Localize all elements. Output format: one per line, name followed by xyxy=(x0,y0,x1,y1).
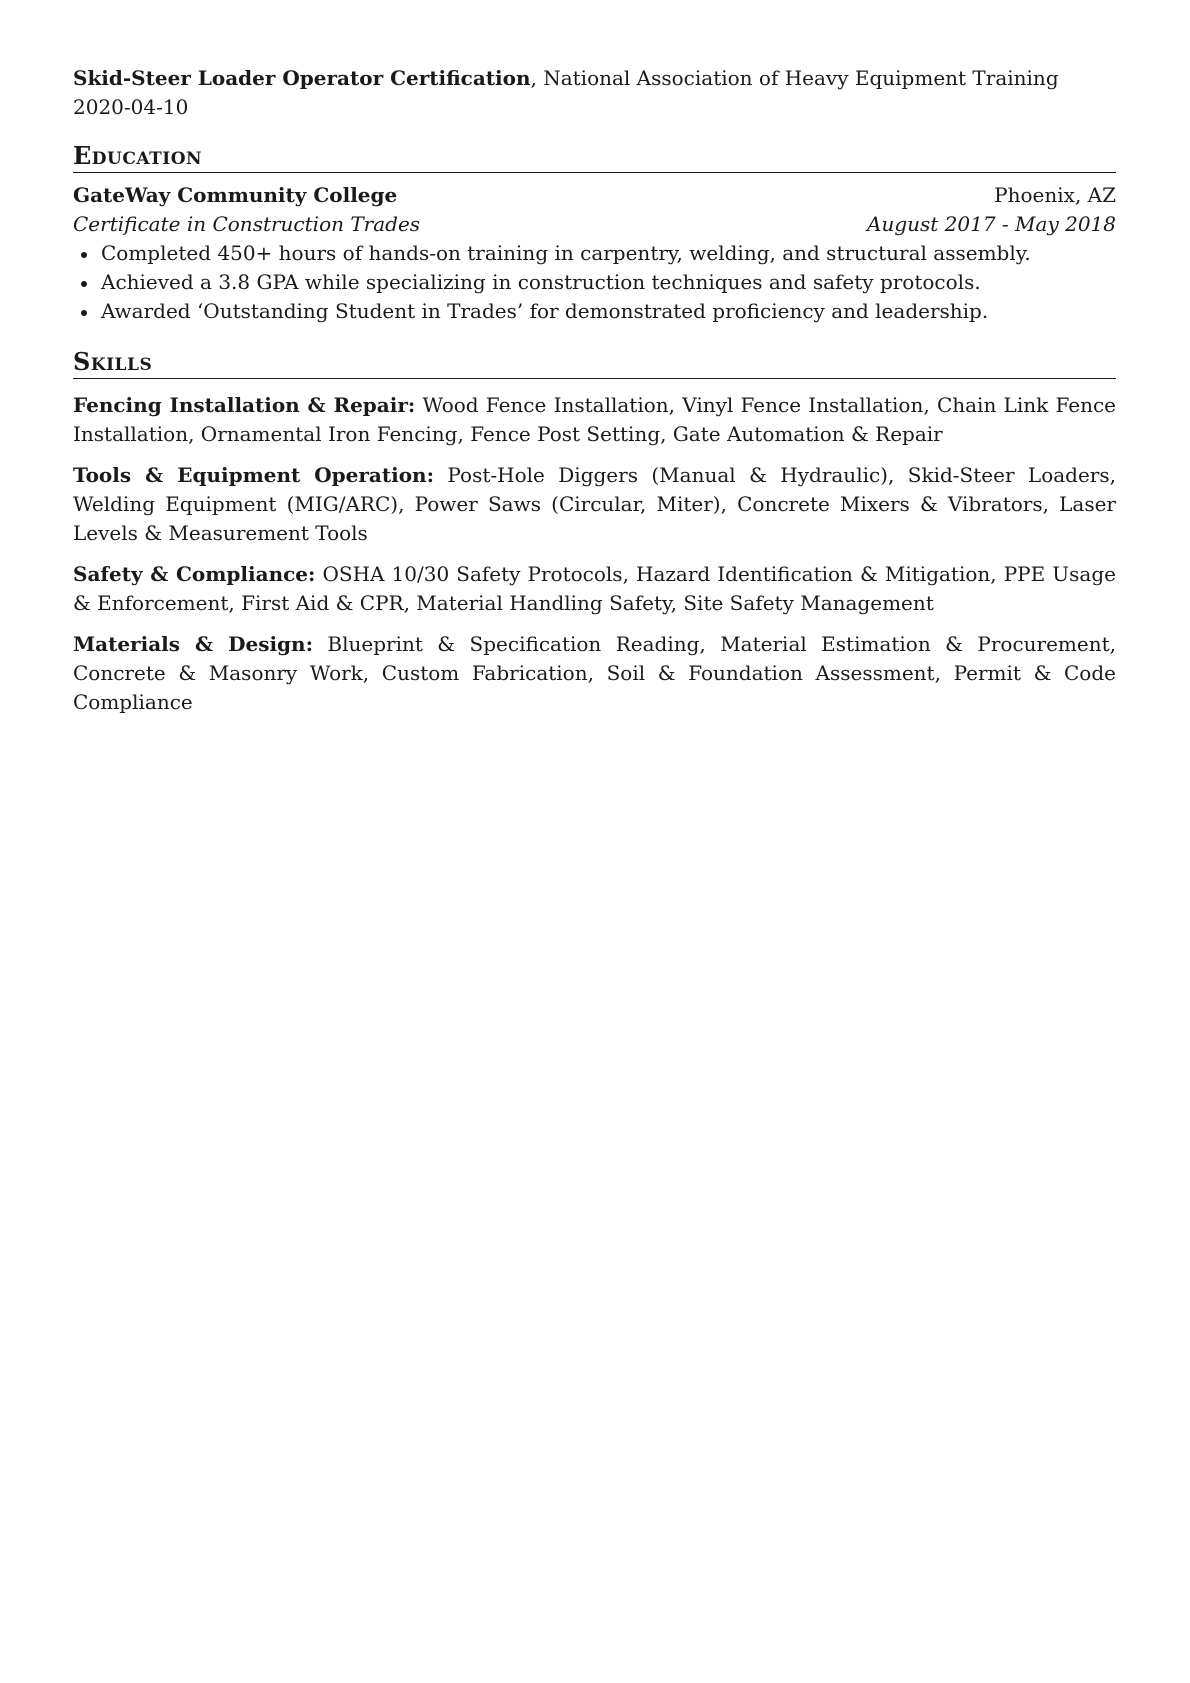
skill-group-safety xyxy=(73,560,1116,618)
skill-items: Post-Hole Diggers (Manual & Hydraulic), Skid-Steer Loaders, Welding Equipment (MIG/ARC), Power Saws (Circular, Miter), Concrete Mixers & Vibrators, Laser Levels & Measurement Tools xyxy=(73,463,1116,545)
skill-group-tools xyxy=(73,461,1116,548)
list-item: Awarded ‘Outstanding Student in Trades’ for demonstrated proficiency and leadership. xyxy=(73,297,1116,326)
certification-entry xyxy=(73,64,1116,122)
degree-dates: August 2017 - May 2018 xyxy=(867,212,1116,236)
list-item: Completed 450+ hours of hands-on training in carpentry, welding, and structural assembly. xyxy=(73,239,1116,268)
certification-issuer: , National Association of Heavy Equipment Training xyxy=(530,66,1059,90)
degree-name: Certificate in Construction Trades xyxy=(73,212,421,236)
skill-group-fencing xyxy=(73,391,1116,449)
skill-items: Blueprint & Specification Reading, Material Estimation & Procurement, Concrete & Masonry Work, Custom Fabrication, Soil & Foundation Assessment, Permit & Code Compliance xyxy=(73,632,1116,714)
school-name: GateWay Community College xyxy=(73,183,398,207)
education-heading: Education xyxy=(73,142,1116,173)
skill-label: Tools & Equipment Operation: xyxy=(73,463,434,487)
list-item: Achieved a 3.8 GPA while specializing in construction techniques and safety protocols. xyxy=(73,268,1116,297)
skills-heading: Skills xyxy=(73,348,1116,379)
skill-label: Safety & Compliance: xyxy=(73,562,316,586)
school-location: Phoenix, AZ xyxy=(994,183,1116,207)
skill-label: Materials & Design: xyxy=(73,632,313,656)
education-bullet-list xyxy=(73,239,1116,326)
skill-items: OSHA 10/30 Safety Protocols, Hazard Identification & Mitigation, PPE Usage & Enforcement, First Aid & CPR, Material Handling Safety, Site Safety Management xyxy=(73,562,1116,615)
skill-group-materials xyxy=(73,630,1116,717)
certification-line xyxy=(73,64,1116,93)
certification-name: Skid-Steer Loader Operator Certification xyxy=(73,66,531,90)
skill-items: Wood Fence Installation, Vinyl Fence Installation, Chain Link Fence Installation, Ornamental Iron Fencing, Fence Post Setting, Gate Automation & Repair xyxy=(73,393,1116,446)
education-school-row xyxy=(73,181,1116,210)
certification-date: 2020-04-10 xyxy=(73,95,189,119)
education-degree-row xyxy=(73,210,1116,239)
skill-label: Fencing Installation & Repair: xyxy=(73,393,416,417)
